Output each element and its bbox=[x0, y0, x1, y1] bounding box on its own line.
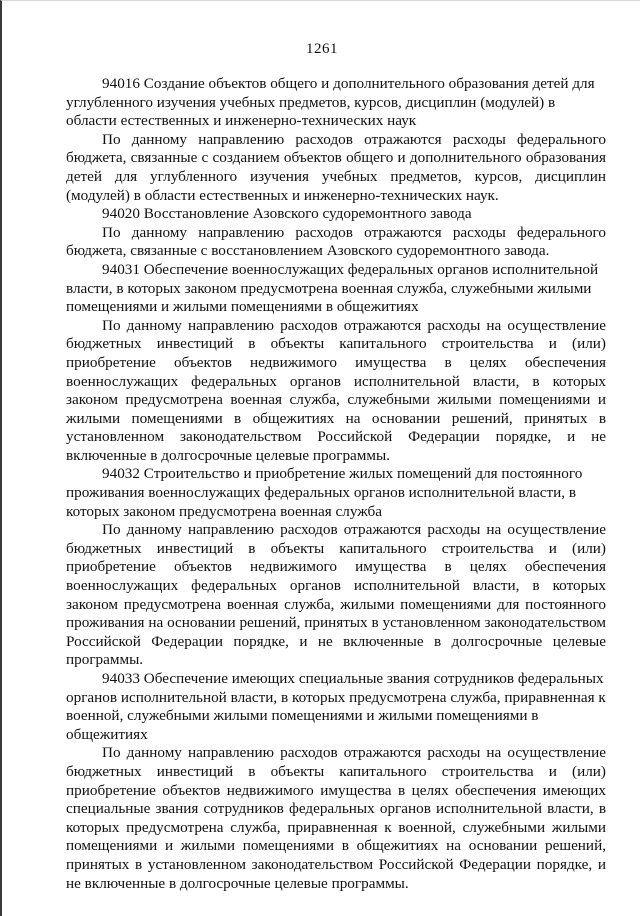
document-body bbox=[66, 75, 606, 893]
section-title-94020: 94020 Восстановление Азовского судоремонтного завода bbox=[102, 205, 472, 223]
section-text-94031: По данному направлению расходов отражаются расходы на осуществление бюджетных инвестиций в объекты капитального строительства и (или) приобретение объектов недвижимого имущества в целях обеспечения военнослужащих федеральных органов исполнительной власти, в которых законом предусмотрена военная служба, служебными жилыми помещениями и жилыми помещениями в общежитиях на основании решений, принятых в установленном законодательством Российской Федерации порядке, и не включенные в долгосрочные целевые программы. bbox=[66, 316, 606, 464]
section-text-94020: По данному направлению расходов отражаются расходы федерального бюджета, связанные с восстановлением Азовского судоремонтного завода. bbox=[66, 223, 606, 260]
section-text-94032: По данному направлению расходов отражаются расходы на осуществление бюджетных инвестиций в объекты капитального строительства и (или) приобретение объектов недвижимого имущества в целях обеспечения военнослужащих федеральных органов исполнительной власти, в которых законом предусмотрена военная служба, жилыми помещениями для постоянного проживания на основании решений, принятых в установленном законодательством Российской Федерации порядке, и не включенные в долгосрочные целевые программы. bbox=[66, 521, 606, 669]
section-title-94016: 94016 Создание объектов общего и дополнительного образования детей для углубленного изучения учебных предметов, курсов, дисциплин (модулей) в области естественных и инженерно-технических наук bbox=[66, 75, 595, 130]
page-number: 1261 bbox=[306, 41, 338, 57]
section-title-94033: 94033 Обеспечение имеющих специальные звания сотрудников федеральных органов исполнительной власти, в которых предусмотрена служба, приравненная к военной, служебными жилыми помещениями и жилыми помещениями в общежитиях bbox=[66, 670, 606, 743]
section-text-94033: По данному направлению расходов отражаются расходы на осуществление бюджетных инвестиций в объекты капитального строительства и (или) приобретение объектов недвижимого имущества в целях обеспечения имеющих специальные звания сотрудников федеральных органов исполнительной власти, в которых предусмотрена служба, приравненная к военной, служебными жилыми помещениями и жилыми помещениями в общежитиях на основании решений, принятых в установленном законодательством Российской Федерации порядке, и не включенные в долгосрочные целевые программы. bbox=[66, 744, 606, 892]
section-title-94032: 94032 Строительство и приобретение жилых помещений для постоянного проживания военнослужащих федеральных органов исполнительной власти, в которых законом предусмотрена военная служба bbox=[66, 465, 583, 520]
section-text-94016: По данному направлению расходов отражаются расходы федерального бюджета, связанные с созданием объектов общего и дополнительного образования детей для углубленного изучения учебных предметов, курсов, дисциплин (модулей) в области естественных и инженерно-технических наук. bbox=[66, 130, 606, 204]
section-title-94031: 94031 Обеспечение военнослужащих федеральных органов исполнительной власти, в которых законом предусмотрена военная служба, служебными жилыми помещениями и жилыми помещениями в общежитиях bbox=[66, 260, 599, 316]
